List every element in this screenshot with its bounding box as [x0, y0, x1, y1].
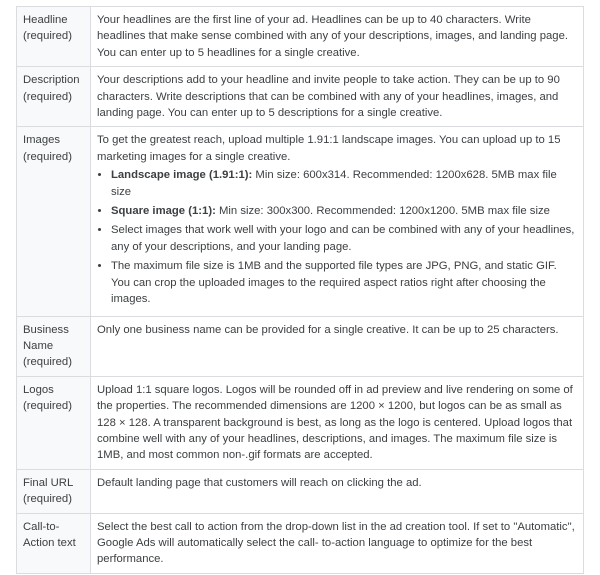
- row-label: Logos (required): [17, 376, 91, 469]
- ad-assets-table: [16, 6, 584, 574]
- row-label: Business Name (required): [17, 316, 91, 376]
- row-description: Only one business name can be provided for a single creative. It can be up to 25 characters.: [91, 316, 584, 376]
- image-requirements-list: [97, 167, 577, 307]
- list-item: • Landscape image (1.91:1): Min size: 600x314. Recommended: 1200x628. 5MB max file size: [111, 167, 577, 200]
- list-item: • Square image (1:1): Min size: 300x300. Recommended: 1200x1200. 5MB max file size: [111, 203, 577, 219]
- row-label: Call-to- Action text: [17, 513, 91, 573]
- row-description: Select the best call to action from the drop-down list in the ad creation tool. If set to "Automatic", Google Ads will automatically select the call- to-action language to optimize for the best performance.: [91, 513, 584, 573]
- row-description: Your headlines are the first line of your ad. Headlines can be up to 40 characters. Write headlines that make sense combined with any of your descriptions, images, and landing page. You can enter up to 5 headlines for a single creative.: [91, 7, 584, 67]
- list-item: • The maximum file size is 1MB and the supported file types are JPG, PNG, and static GIF. You can crop the uploaded images to the required aspect ratios right after choosing the images.: [111, 258, 577, 307]
- table-row: [17, 513, 584, 573]
- row-label: Images (required): [17, 127, 91, 316]
- row-description: Your descriptions add to your headline and invite people to take action. They can be up to 90 characters. Write descriptions that can be combined with any of your headlines, images, and landing page. You can enter up to 5 descriptions for a single creative.: [91, 67, 584, 127]
- table-row: [17, 7, 584, 67]
- table-row: [17, 376, 584, 469]
- row-description: To get the greatest reach, upload multiple 1.91:1 landscape images. You can upload up to 15 marketing images for a single creative. • Landscape image (1.91:1): Min size: 600x314. Recommended: 1200x628. 5MB max file size • Square image (1:1): Min size: 300x300. Recommended: 1200x1200. 5MB max file size • Select images that work well with your logo and can be combined with any of your headlines, any of your descriptions, and your landing page. • The maximum file size is 1MB and the supported file types are JPG, PNG, and static GIF. You can crop the uploaded images to the required aspect ratios right after choosing the images.: [91, 127, 584, 316]
- row-description: Upload 1:1 square logos. Logos will be rounded off in ad preview and live rendering on some of the properties. The recommended dimensions are 1200 × 1200, but logos can be as small as 128 × 128. A transparent background is best, as long as the logo is centered. Upload logos that combine well with any of your headlines, descriptions, and images. The maximum file size is 1MB, and most common non-.gif formats are accepted.: [91, 376, 584, 469]
- list-item: • Select images that work well with your logo and can be combined with any of your headlines, any of your descriptions, and your landing page.: [111, 222, 577, 255]
- table-row: [17, 67, 584, 127]
- table-row: [17, 127, 584, 316]
- row-label: Headline (required): [17, 7, 91, 67]
- table-row: [17, 469, 584, 513]
- row-label: Final URL (required): [17, 469, 91, 513]
- row-label: Description (required): [17, 67, 91, 127]
- row-description: Default landing page that customers will reach on clicking the ad.: [91, 469, 584, 513]
- table-row: [17, 316, 584, 376]
